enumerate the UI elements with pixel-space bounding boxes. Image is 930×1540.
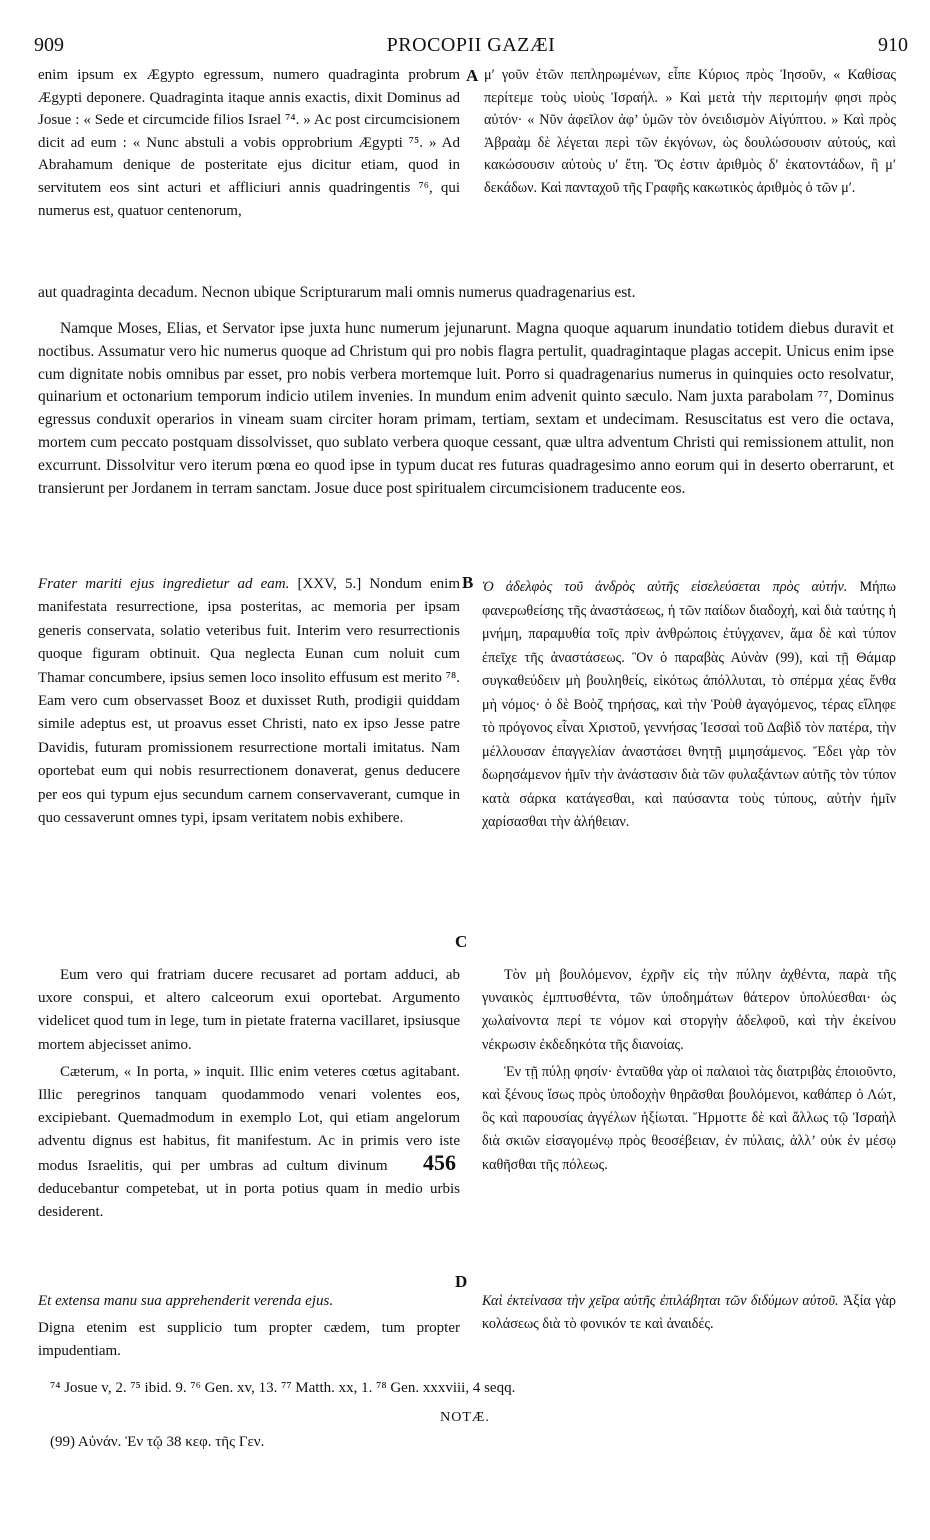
greek-text-1: μʹ γοῦν ἐτῶν πεπληρωμένων, εἶπε Κύριος πρὸς Ἰησοῦν, « Καθίσας περίτεμε τοὺς υἱοὺς Ἰσραήλ. » Καὶ μετὰ τὴν περιτομήν φησι πρὸς αὐτόν· « Νῦν ἀφεῖλον ἀφ’ ὑμῶν τὸν ὀνειδισμὸν Αἰγύπτου. » Καὶ πρὸς Ἀβραὰμ δὲ λέγεται περὶ τῶν ἐκγόνων, ὡς δουλώσουσιν αὐτούς, καὶ κακώσουσιν αὐτοὺς υʹ ἔτη. Ὅς ἐστιν ἀριθμὸς δʹ ἑκατοντάδων, ἢ μʹ δεκάδων. Καὶ πανταχοῦ τῆς Γραφῆς κακωτικὸς ἀριθμὸς ὁ τῶν μʹ. [484, 67, 896, 196]
greek-lemma-2: Ὁ ἀδελφὸς τοῦ ἀνδρὸς αὐτῆς εἰσελεύσεται πρὸς αὐτήν. [482, 579, 848, 595]
note-99: (99) Αὐνάν. Ἐν τῷ 38 κεφ. τῆς Γεν. [50, 1434, 265, 1450]
latin-fullwidth-paragraph [38, 318, 894, 500]
latin-fullwidth-line-text: aut quadraginta decadum. Necnon ubique Scripturarum mali omnis numerus quadragenarius est. [38, 284, 636, 301]
page-number-left: 909 [34, 34, 64, 56]
latin-text-4: Digna etenim est supplicio tum propter cædem, tum propter impudentiam. [38, 1319, 460, 1359]
greek-text-3a: Τὸν μὴ βουλόμενον, ἐχρῆν εἰς τὴν πύλην ἀχθέντα, παρὰ τῆς γυναικὸς ἐμπτυσθέντα, τῶν ὑποδημάτων θάτερον ὑπολύεσθαι· ὡς χωλαίνοντα περί τε νόμον καὶ στοργὴν ἀδελφοῦ, καὶ τὴν ἐκείνου νέκρωσιν ἐκδεδηκότα τῆς διανοίας. [482, 967, 896, 1053]
footnotes: ⁷⁴ Josue v, 2. ⁷⁵ ibid. 9. ⁷⁶ Gen. xv, 13. ⁷⁷ Matth. xx, 1. ⁷⁸ Gen. xxxviii, 4 seqq. [50, 1380, 516, 1396]
latin-lemma-4: Et extensa manu sua apprehenderit verenda ejus. [38, 1293, 334, 1309]
notae-heading: NOTÆ. [440, 1410, 490, 1425]
latin-lemma-2: Frater mariti ejus ingredietur ad eam. [38, 576, 290, 592]
latin-text-3a: Eum vero qui fratriam ducere recusaret ad portam adduci, ab uxore conspui, et altero calceorum exui oportebat. Argumento videlicet quod tum in lege, tum in pietate fraterna vacillaret, ipsiusque mortem abjecisset animo. [38, 967, 460, 1053]
latin-fullwidth-paragraph-text: Namque Moses, Elias, et Servator ipse juxta hunc numerum jejunarunt. Magna quoque aquarum inundatio totidem diebus duravit et noctibus. Assumatur vero hic numerus quoque ad Christum qui pro nobis flagra pertulit, quadragintaque plagas accepit. Unicus enim ipse cum dignitate nobis omnibus par esset, pro nobis verbera mortemque luit. Porro si quadragenarius numerus in quinquies octo resolvatur, quinarium et octonarium temporum indicio utilem invenies. In mundum enim advenit quinto sæculo. Nam juxta parabolam ⁷⁷, Dominus egressus conduxit operarios in vineam suam circiter horam primam, tertiam, sextam et undecimam. Resuscitatus est vero die octava, mortem cum peccato postquam dissolvisset, quo sublato verbera quoque cessant, quæ ultra adventum Christi qui remissionem attulit, non excurrunt. Dissolvitur vero iterum pœna eo quod ipse in typum ducat res futuras quadragesimo anno eorum qui in deserto oberrarunt, et transierunt per Jordanem in terram sanctam. Josue duce post spiritualem circumcisionem traducente eos. [38, 320, 894, 497]
latin-fullwidth-line [38, 282, 894, 305]
page-title: PROCOPII GAZÆI [386, 34, 556, 56]
latin-column-1 [38, 64, 460, 222]
greek-column-4 [482, 1290, 896, 1336]
margin-marker-d: D [455, 1272, 468, 1291]
greek-text-3b: Ἐν τῇ πύλῃ φησίν· ἐνταῦθα γὰρ οἱ παλαιοὶ τὰς διατριβὰς ἐποιοῦντο, καὶ ξένους ἴσως πρὸς ὑποδοχὴν θηρᾶσθαι βουλόμενοι, καθάπερ ὁ Λώτ, ὃς καὶ παρουσίας ἀγγέλων ἠξίωται. Ἥρμοττε δὲ καὶ ἄλλως τῷ Ἰσραὴλ διὰ σκιῶν εἰσαγομένῳ πρὸς θεοσέβειαν, ἐν πύλαις, ἀλλ’ οὐκ ἐν μέσῳ καθῆσθαι τῆς πόλεως. [482, 1063, 896, 1173]
latin-column-2 [38, 573, 460, 830]
latin-column-4 [38, 1290, 460, 1362]
greek-lemma-4: Καὶ ἐκτείνασα τὴν χεῖρα αὐτῆς ἐπιλάβηται τῶν διδύμων αὐτοῦ. [482, 1293, 839, 1309]
greek-column-2 [482, 576, 896, 835]
margin-marker-c: C [455, 932, 468, 951]
margin-marker-b: B [462, 573, 474, 592]
page-number-right: 910 [878, 34, 908, 56]
latin-column-3 [38, 964, 460, 1224]
latin-text-3c: deducebantur competebat, ut in porta potius quam in medio urbis desiderent. [38, 1180, 460, 1221]
latin-text-2: Nondum enim manifestata resurrectione, ipsa posteritas, ac memoria per ipsam generis conservata, solatio veteribus fuit. Interim vero resurrectionis quoque figuram obtinuit. Qua neglecta Eunan cum noluit cum Thamar concumbere, ipsius semen loco insolito effusum est merito ⁷⁸. Eam vero cum observasset Booz et duxisset Ruth, prodigii quiddam simile adeptus est, ut proavus esset Christi, nato ex ipso Jesse patre Davidis, futuram promissionem resurrectione mortali imitatus. Nam oportebat eum qui nobis resurrectionem donaverat, genus deducere per eos qui typum ejus secundum carnem conservaverant, cumque in quo cessaverunt omnes typi, ipsam veritatem nobis exhibere. [38, 576, 460, 827]
greek-column-1 [484, 64, 896, 200]
latin-ref-2: [XXV, 5.] [289, 576, 362, 592]
running-header [34, 34, 908, 60]
greek-column-3 [482, 964, 896, 1177]
margin-marker-a: A [466, 66, 479, 85]
latin-text-3b: Cæterum, « In porta, » inquit. Illic enim veteres cœtus agitabant. Illic peregrinos tanquam quodammodo venari volentes eos, excipiebant. Quemadmodum in exemplo Lot, qui etiam angelorum adventu dignus est habitus, fit manifestum. Ac in primis vero iste modus Israelitis, qui per umbras ad cultum divinum [38, 1063, 460, 1174]
greek-text-2: Μήπω φανερωθείσης τῆς ἀναστάσεως, ἡ τῶν παίδων διαδοχή, καὶ διὰ ταύτης ἡ μνήμη, παραμυθία τοῖς πρὶν ἀνθρώποις ἐτύγχανεν, ἅμα δὲ καὶ τύπον ἐπεῖχε τῆς ἀναστάσεως. Ὃν ὁ παραβὰς Αὐνὰν (99), καὶ τῇ Θάμαρ συγκαθεύδειν μὴ βουληθείς, εἰκότως ἀπόλλυται, τὸ σπέρμα χέας ἔνθα μὴ νόμος· ὁ δὲ Βοὸζ τηρήσας, καὶ τὴν Ῥοὺθ ἀγαγόμενος, τέρας εἴληφε τὸ πρόγονος εἶναι Χριστοῦ, γεννήσας Ἰεσσαὶ τοῦ Δαβὶδ τὸν πατέρα, τὴν μέλλουσαν ἐπαγγελίαν ἀναστάσει θνητῇ μιμησάμενος. Ἔδει γὰρ τὸν δωρησάμενον ἡμῖν τὴν ἀνάστασιν διὰ τῶν φυλαξάντων αὐτῆς τὸν τύπον κατὰ σάρκα κατάγεσθαι, καὶ παύσαντα τοὺς τύπους, αὐτὴν ἡμῖν χαρίσασθαι τὴν ἀλήθειαν. [482, 579, 896, 830]
greek-text-4: Ἀξία γὰρ κολάσεως διὰ τὸ φονικόν τε καὶ ἀναιδές. [482, 1293, 896, 1332]
column-number: 456 [423, 1149, 456, 1175]
latin-text-1: enim ipsum ex Ægypto egressum, numero quadraginta probrum Ægypti deponere. Quadraginta itaque annis exactis, dixit Dominus ad Josue : « Sede et circumcide filios Israel ⁷⁴. » Ac post circumcisionem dicit ad eum : « Nunc abstuli a vobis opprobrium Ægypti ⁷⁵. » Ad Abrahamum denique de posteritate ejus dicitur etiam, quod in servitutem eos sint acturi et affliciuri annis quadringentis ⁷⁶, qui numerus est, quatuor centenorum, [38, 67, 460, 219]
